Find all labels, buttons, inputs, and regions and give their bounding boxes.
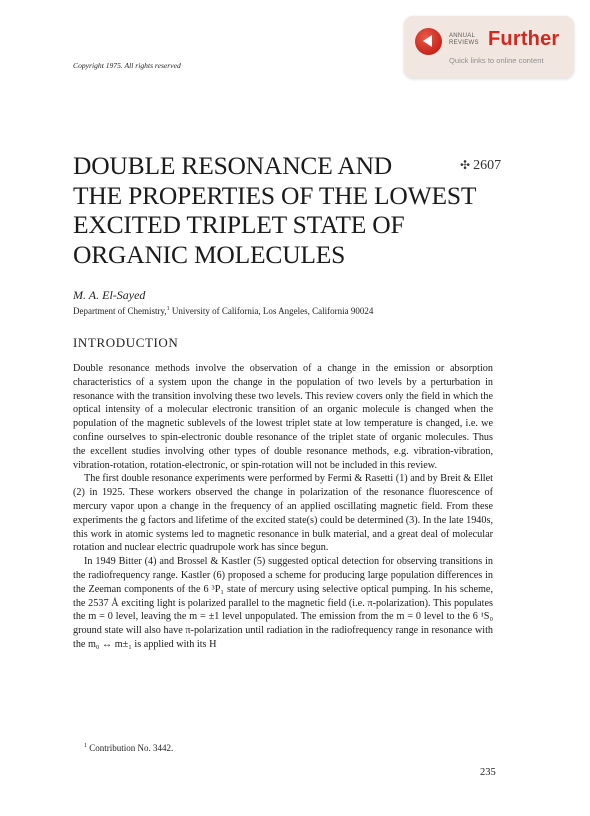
author-affiliation <box>73 306 373 316</box>
copyright-notice: Copyright 1975. All rights reserved <box>73 61 181 70</box>
article-number <box>460 158 501 174</box>
affiliation-institution: University of California, Los Angeles, California 90024 <box>169 306 374 316</box>
paragraph: In 1949 Bitter (4) and Brossel & Kastler (5) suggested optical detection for observing transitions in the radiofrequency range. Kastler (6) proposed a scheme for producing large population differences in the Zeeman components of the 6 ³P₁ state of mercury using selective optical pumping. In his scheme, the 2537 Å exciting light is polarized parallel to the magnetic field (i.e. π-polarization). This populates the m = 0 level, leaving the m = ±1 level unpopulated. The emission from the m = 0 level to the 6 ¹S₀ ground state will also have π-polarization until radiation in the radiofrequency range in resonance with the m₀ ↔ m±₁ is applied with its H <box>73 556 493 650</box>
title-line: DOUBLE RESONANCE AND <box>73 151 393 180</box>
title-line: THE PROPERTIES OF THE LOWEST <box>73 180 477 210</box>
footnote <box>84 743 173 753</box>
section-heading: INTRODUCTION <box>73 335 179 350</box>
footnote-text: Contribution No. 3442. <box>87 743 174 753</box>
article-mark-icon: ✣ <box>460 158 471 172</box>
play-arrow-icon <box>415 28 442 55</box>
paragraph: The first double resonance experiments were performed by Fermi & Rasetti (1) and by Breit & Ellet (2) in 1925. These workers observed the change in polarization of the resonance fluorescence of mercury vapor upon a change in the frequency of an applied oscillating magnetic field. From these experiments the g factors and lifetime of the excited state(s) could be determined (3). In the late 1940s, this work in atomic systems led to magnetic resonance in bulk material, and a great deal of molecular rotation and nuclear electric quadrupole work has since begun. <box>73 473 493 554</box>
further-wordmark: Further <box>488 28 560 50</box>
reviews-word: REVIEWS <box>449 40 479 46</box>
affiliation-department: Department of Chemistry, <box>73 306 167 316</box>
author-name: M. A. El-Sayed <box>73 288 146 302</box>
banner-tagline: Quick links to online content <box>449 56 544 65</box>
annual-reviews-wordmark <box>449 33 479 47</box>
article-title <box>73 151 513 269</box>
annual-word: ANNUAL <box>449 33 476 39</box>
title-line: ORGANIC MOLECULES <box>73 239 346 269</box>
footnote-ref: 1 <box>166 306 170 312</box>
paragraph: Double resonance methods involve the observation of a change in the emission or absorption characteristics of a system upon the change in the population of two levels by a perturbation in resonance with the transition involving these two levels. This review covers only the field in which the optical intensity of a molecular electronic transition of an organic molecule is changed when the population of the magnetic sublevels of the lowest triplet state at low temperature is changed, i.e. we confine ourselves to spin-electronic double resonance of the triplet state of organic molecules. Thus the excellent studies involving other types of double resonance methods, e.g. vibration-vibration, vibration-rotation, rotation-electronic, or spin-rotation will not be included in this review. <box>73 363 493 471</box>
body-text <box>73 362 493 652</box>
footnote-marker: 1 <box>84 743 87 749</box>
page-number: 235 <box>480 767 496 778</box>
title-line: EXCITED TRIPLET STATE OF <box>73 210 405 239</box>
annual-reviews-further-banner[interactable] <box>404 16 574 78</box>
article-number-value: 2607 <box>473 158 502 173</box>
